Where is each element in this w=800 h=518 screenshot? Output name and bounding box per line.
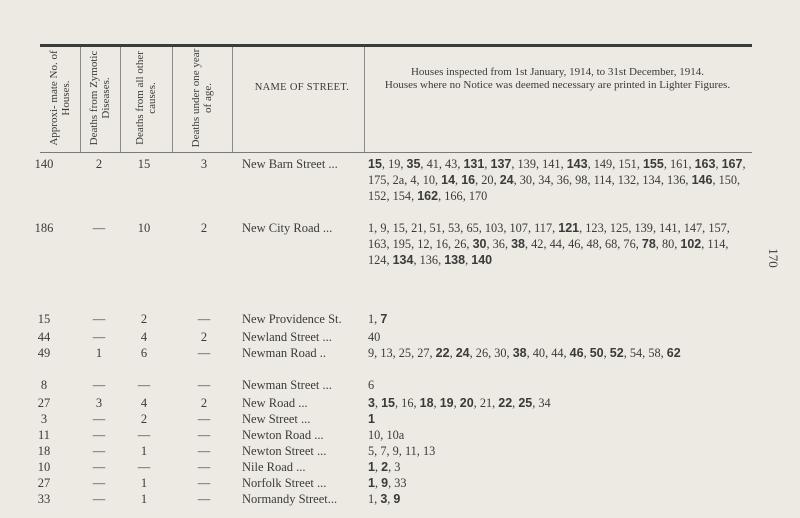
approx-houses-cell: 49 (37, 346, 51, 360)
house-number: 21 (479, 396, 493, 410)
house-number-notice: 1 (368, 412, 375, 426)
house-number: 54 (629, 346, 643, 360)
house-number: 53 (447, 221, 461, 235)
other-deaths-cell: — (137, 378, 151, 392)
street-name-cell: Norfolk Street ... (242, 476, 327, 490)
house-number-notice: 52 (609, 346, 624, 360)
house-numbers-cell (368, 411, 750, 427)
house-number-notice: 9 (381, 476, 389, 490)
house-number-notice: 143 (566, 157, 588, 171)
house-number-notice: 20 (459, 396, 474, 410)
house-numbers-cell: 9, 13, 25, 27, 22, 24, 26, 30, 38, 40, 44, 46, 50, 52, 54, 58, 62 (368, 346, 681, 360)
street-name-cell: New City Road ... (242, 221, 333, 235)
house-number-notice: 46 (569, 346, 584, 360)
house-number: 36 (556, 173, 569, 187)
approx-houses-cell: 11 (37, 428, 51, 442)
infant-deaths-cell: — (197, 312, 211, 326)
house-number: 16 (435, 237, 448, 251)
house-number: 147 (683, 221, 703, 235)
house-numbers-cell: 1, 7 (368, 312, 388, 326)
infant-deaths-cell: — (197, 444, 211, 458)
street-name-cell: New Barn Street ... (242, 157, 338, 171)
approx-houses-cell: 18 (37, 444, 51, 458)
house-number-notice: 35 (406, 157, 421, 171)
street-name-cell: Newman Road .. (242, 346, 327, 360)
page-number: 170 (766, 248, 781, 268)
house-number-notice: 25 (518, 396, 533, 410)
house-number: 1 (368, 221, 375, 235)
house-number: 154 (392, 189, 412, 203)
zymotic-deaths-cell: 1 (95, 346, 103, 360)
house-number: 195 (392, 237, 412, 251)
house-number: 15 (392, 221, 405, 235)
house-number: 139 (517, 157, 536, 171)
house-numbers-cell: 1, 9, 33 (368, 476, 407, 490)
house-number: 19 (388, 157, 401, 171)
other-deaths-cell: 4 (140, 330, 148, 344)
house-number-notice: 24 (499, 173, 514, 187)
house-number: 26 (454, 237, 467, 251)
house-number-notice: 167 (721, 157, 743, 171)
house-number-notice: 15 (368, 157, 382, 171)
house-number: 21 (411, 221, 424, 235)
column-divider (120, 47, 121, 152)
zymotic-deaths-cell: — (92, 412, 106, 426)
house-number: 117 (534, 221, 553, 235)
table-row (0, 427, 800, 443)
zymotic-deaths-cell: 2 (95, 157, 103, 171)
approx-houses-cell: 27 (37, 476, 51, 490)
top-rule (40, 44, 752, 47)
table-row (0, 345, 800, 377)
house-number: 124 (368, 253, 387, 267)
house-number: 51 (429, 221, 442, 235)
house-number: 139 (634, 221, 653, 235)
header-zymotic-deaths: Deaths from Zymotic Diseases. (88, 50, 112, 146)
house-number: 65 (466, 221, 479, 235)
house-number: 103 (484, 221, 504, 235)
house-number: 40 (368, 330, 381, 344)
house-number: 34 (538, 396, 551, 410)
house-number: 152 (368, 189, 387, 203)
house-number: 76 (623, 237, 636, 251)
table-row (0, 329, 800, 345)
approx-houses-cell: 8 (40, 378, 48, 392)
zymotic-deaths-cell: — (92, 460, 106, 474)
house-number-notice: 3 (380, 492, 388, 506)
house-number: 114 (707, 237, 726, 251)
table-row (0, 156, 800, 220)
zymotic-deaths-cell: — (92, 312, 106, 326)
house-numbers-cell: 1, 9, 15, 21, 51, 53, 65, 103, 107, 117, 121, 123, 125, 139, 141, 147, 157, 163, 195, 12, 16, 26, 30, 36, 38, 42, 44, 46, 48, 68, 76, 78, 80, 102, 114, 124, 134, 136, 138, 140 (368, 221, 730, 267)
table-row (0, 220, 800, 311)
house-number-notice: 38 (511, 237, 525, 251)
zymotic-deaths-cell: — (92, 476, 106, 490)
house-number: 11 (404, 444, 417, 458)
house-number: 136 (666, 173, 686, 187)
house-number: 36 (492, 237, 505, 251)
other-deaths-cell: 10 (137, 221, 151, 235)
house-number: 10a (386, 428, 405, 442)
house-number: 30 (519, 173, 533, 187)
house-number: 30 (494, 346, 507, 360)
house-number: 13 (422, 444, 436, 458)
table-row (0, 411, 800, 427)
zymotic-deaths-cell: — (92, 378, 106, 392)
house-number: 40 (532, 346, 546, 360)
house-number: 98 (575, 173, 588, 187)
house-numbers-cell: 5, 7, 9, 11, 13 (368, 444, 436, 458)
house-number: 136 (419, 253, 439, 267)
house-number: 41 (426, 157, 439, 171)
street-name-cell: Newland Street ... (242, 330, 332, 344)
header-houses-line2: Houses where no Notice was deemed necessary are printed in Lighter Figures. (384, 79, 731, 91)
header-infant-deaths: Deaths under one year of age. (190, 48, 214, 148)
house-number: 132 (617, 173, 637, 187)
house-number-notice: 24 (455, 346, 470, 360)
house-number: 9 (392, 444, 399, 458)
infant-deaths-cell: 2 (200, 221, 208, 235)
house-number: 163 (368, 237, 387, 251)
other-deaths-cell: — (137, 460, 151, 474)
table-row (0, 475, 800, 491)
house-number-notice: 163 (694, 157, 716, 171)
street-name-cell: Nile Road ... (242, 460, 306, 474)
infant-deaths-cell: — (197, 428, 211, 442)
infant-deaths-cell: — (197, 346, 211, 360)
street-name-cell: Normandy Street... (242, 492, 338, 506)
house-number: 80 (661, 237, 675, 251)
street-name-cell: New Providence St. (242, 312, 342, 326)
house-number: 44 (549, 237, 562, 251)
house-number: 12 (417, 237, 430, 251)
house-number: 9 (368, 346, 375, 360)
approx-houses-cell: 186 (34, 221, 54, 235)
header-approx-houses: Approxi- mate No. of Houses. (48, 50, 72, 146)
table-row (0, 491, 800, 507)
house-number: 150 (718, 173, 738, 187)
house-number: 149 (593, 157, 613, 171)
house-number: 134 (642, 173, 661, 187)
house-number-notice: 9 (393, 492, 401, 506)
street-name-cell: Newton Road ... (242, 428, 324, 442)
house-number: 43 (445, 157, 458, 171)
other-deaths-cell: 1 (140, 444, 148, 458)
house-number-notice: 155 (642, 157, 664, 171)
house-number: 1 (368, 312, 375, 326)
header-other-deaths: Deaths from all other causes. (134, 51, 158, 145)
column-divider (364, 47, 365, 152)
house-number: 33 (394, 476, 407, 490)
house-number: 6 (368, 378, 375, 392)
house-number: 20 (481, 173, 494, 187)
house-numbers-cell (368, 377, 750, 393)
street-name-cell: New Street ... (242, 412, 311, 426)
infant-deaths-cell: 2 (200, 396, 208, 410)
zymotic-deaths-cell: — (92, 492, 106, 506)
house-number: 123 (585, 221, 604, 235)
other-deaths-cell: 1 (140, 476, 148, 490)
house-number-notice: 121 (558, 221, 580, 235)
house-number: 68 (604, 237, 618, 251)
house-number-notice: 16 (461, 173, 476, 187)
house-number: 151 (618, 157, 637, 171)
house-number-notice: 38 (512, 346, 527, 360)
house-number: 34 (538, 173, 551, 187)
house-number-notice: 1 (368, 460, 375, 474)
house-number: 7 (380, 444, 387, 458)
infant-deaths-cell: — (197, 476, 211, 490)
house-number-notice: 14 (441, 173, 456, 187)
house-number: 125 (609, 221, 629, 235)
house-numbers-cell: 10, 10a (368, 428, 405, 442)
zymotic-deaths-cell: — (92, 428, 106, 442)
house-number: 157 (708, 221, 727, 235)
approx-houses-cell: 140 (34, 157, 54, 171)
house-number-notice: 134 (392, 253, 414, 267)
house-numbers-cell: 3, 15, 16, 18, 19, 20, 21, 22, 25, 34 (368, 396, 551, 410)
house-number-notice: 78 (641, 237, 656, 251)
table-row (0, 443, 800, 459)
house-number-notice: 19 (439, 396, 454, 410)
house-number: 48 (586, 237, 599, 251)
house-number-notice: 62 (666, 346, 681, 360)
house-number: 175 (368, 173, 387, 187)
other-deaths-cell: — (137, 428, 151, 442)
house-number-notice: 30 (472, 237, 487, 251)
house-number-notice: 3 (368, 396, 375, 410)
house-number: 9 (380, 221, 387, 235)
column-divider (232, 47, 233, 152)
house-number-notice: 22 (435, 346, 450, 360)
house-number-notice: 146 (691, 173, 713, 187)
house-number: 10 (422, 173, 435, 187)
street-name-cell: New Road ... (242, 396, 308, 410)
house-number: 58 (648, 346, 661, 360)
infant-deaths-cell: 3 (200, 157, 208, 171)
house-number-notice: 22 (498, 396, 513, 410)
house-number: 25 (398, 346, 412, 360)
house-number: 5 (368, 444, 375, 458)
house-number: 3 (394, 460, 401, 474)
approx-houses-cell: 44 (37, 330, 51, 344)
table-row (0, 377, 800, 395)
approx-houses-cell: 15 (37, 312, 51, 326)
house-number-notice: 7 (380, 312, 388, 326)
table-row (0, 459, 800, 475)
house-number: 27 (417, 346, 430, 360)
other-deaths-cell: 2 (140, 312, 148, 326)
house-number-notice: 140 (471, 253, 493, 267)
infant-deaths-cell: — (197, 412, 211, 426)
house-numbers-cell: 1, 2, 3 (368, 460, 401, 474)
other-deaths-cell: 2 (140, 412, 148, 426)
zymotic-deaths-cell: — (92, 221, 106, 235)
infant-deaths-cell: — (197, 492, 211, 506)
approx-houses-cell: 33 (37, 492, 51, 506)
street-name-cell: Newman Street ... (242, 378, 332, 392)
house-number: 26 (475, 346, 489, 360)
house-number: 166 (444, 189, 463, 203)
house-number: 107 (509, 221, 528, 235)
house-number: 170 (468, 189, 488, 203)
house-number: 161 (669, 157, 689, 171)
other-deaths-cell: 4 (140, 396, 148, 410)
approx-houses-cell: 10 (37, 460, 51, 474)
house-number: 141 (542, 157, 561, 171)
house-number-notice: 50 (589, 346, 604, 360)
house-numbers-cell: 15, 19, 35, 41, 43, 131, 137, 139, 141, 143, 149, 151, 155, 161, 163, 167, 175, 2a, 4, 10, 14, 16, 20, 24, 30, 34, 36, 98, 114, 132, 134, 136, 146, 150, 152, 154, 162, 166, 170 (368, 157, 746, 203)
approx-houses-cell: 3 (40, 412, 48, 426)
header-rule (40, 152, 752, 153)
infant-deaths-cell: — (197, 460, 211, 474)
house-number: 13 (380, 346, 393, 360)
header-houses-inspected (365, 66, 750, 92)
house-number-notice: 102 (680, 237, 702, 251)
house-number: 16 (401, 396, 414, 410)
house-numbers-cell: 1, 3, 9 (368, 492, 401, 506)
other-deaths-cell: 6 (140, 346, 148, 360)
other-deaths-cell: 1 (140, 492, 148, 506)
house-number: 1 (368, 492, 375, 506)
street-name-cell: Newton Street ... (242, 444, 327, 458)
zymotic-deaths-cell: — (92, 444, 106, 458)
infant-deaths-cell: 2 (200, 330, 208, 344)
infant-deaths-cell: — (197, 378, 211, 392)
zymotic-deaths-cell: — (92, 330, 106, 344)
house-number: 2a (392, 173, 405, 187)
house-numbers-cell (368, 329, 750, 345)
house-number-notice: 18 (419, 396, 434, 410)
house-number: 42 (531, 237, 544, 251)
house-number: 114 (593, 173, 612, 187)
house-number-notice: 162 (417, 189, 439, 203)
house-number: 10 (368, 428, 381, 442)
house-number-notice: 131 (463, 157, 485, 171)
table-body (0, 156, 800, 507)
header-street-name: NAME OF STREET. (254, 82, 350, 93)
house-number-notice: 1 (368, 476, 375, 490)
zymotic-deaths-cell: 3 (95, 396, 103, 410)
approx-houses-cell: 27 (37, 396, 51, 410)
house-number: 141 (659, 221, 678, 235)
house-number-notice: 2 (381, 460, 389, 474)
header-houses-line1: Houses inspected from 1st January, 1914, to 31st December, 1914. (410, 66, 705, 78)
house-number-notice: 138 (444, 253, 466, 267)
house-number-notice: 137 (490, 157, 512, 171)
column-divider (172, 47, 173, 152)
house-number: 4 (410, 173, 417, 187)
house-number-notice: 15 (381, 396, 396, 410)
table-row (0, 395, 800, 411)
table-row (0, 311, 800, 329)
house-number: 44 (551, 346, 564, 360)
house-number: 46 (568, 237, 581, 251)
other-deaths-cell: 15 (137, 157, 151, 171)
